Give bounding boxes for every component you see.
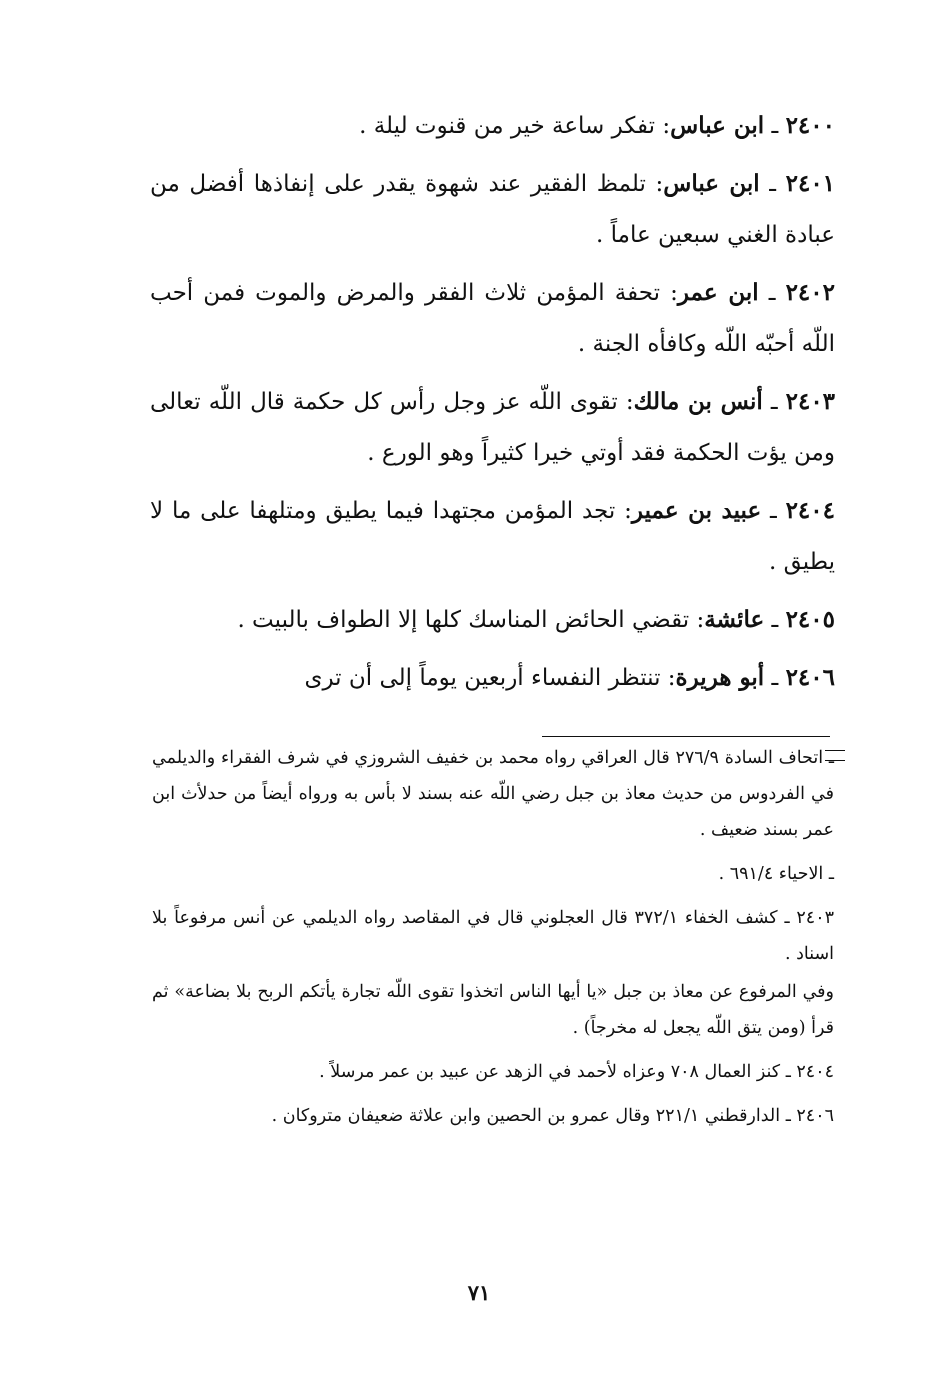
entry-text: تقوى اللّه عز وجل رأس كل حكمة قال اللّه تعالى ومن يؤت الحكمة فقد أوتي خيرا كثيراً وهو الورع . — [150, 389, 835, 466]
entry-2402: ٢٤٠٢ ـ ابن عمر: تحفة المؤمن ثلاث الفقر والمرض والموت فمن أحب اللّه أحبّه اللّه وكافأه الجنة . — [150, 279, 835, 357]
narrator-name: ابن عباس — [663, 170, 760, 197]
footnote-separator — [542, 736, 830, 737]
footnotes — [152, 740, 834, 1142]
entry-2403: ٢٤٠٣ ـ أنس بن مالك: تقوى اللّه عز وجل رأس كل حكمة قال اللّه تعالى ومن يؤت الحكمة فقد أوتي خيرا كثيراً وهو الورع . — [150, 388, 836, 466]
narrator-name: أنس بن مالك — [633, 388, 763, 415]
footnote: ٢٤٠٤ ـ كنز العمال ٧٠٨ وعزاه لأحمد في الزهد عن عبيد بن عمر مرسلاً . — [319, 1062, 834, 1082]
entry-2406: ٢٤٠٦ ـ أبو هريرة: تنتظر النفساء أربعين يوماً إلى أن ترى — [304, 664, 835, 691]
footnote: ـ الاحياء ٦٩١/٤ . — [718, 864, 834, 884]
entry-text: تنتظر النفساء أربعين يوماً إلى أن ترى — [304, 665, 661, 691]
narrator-name: ابن عمر — [677, 279, 759, 306]
entry-number: ٢٤٠٥ — [785, 606, 835, 633]
footnote: وفي المرفوع عن معاذ بن جبل «يا أيها الناس اتخذوا تقوى اللّه تجارة يأتكم الربح بلا بضاعة» ثم قرأ (ومن يتق اللّه يجعل له مخرجاً) . — [152, 982, 834, 1038]
narrator-name: ابن عباس — [670, 112, 765, 139]
entry-2400: ٢٤٠٠ ـ ابن عباس: تفكر ساعة خير من قنوت ليلة . — [359, 112, 835, 139]
main-text — [150, 100, 835, 710]
footnote: ـ اتحاف السادة ٢٧٦/٩ قال العراقي رواه محمد بن خفيف الشروزي في شرف الفقراء والديلمي في الفردوس من حديث معاذ بن جبل رضي اللّه عنه بسند لا بأس به ورواه أيضاً من حدلأث ابن عمر بسند ضعيف . — [152, 748, 834, 840]
footnote: ٢٤٠٦ ـ الدارقطني ٢٢١/١ وقال عمرو بن الحصين وابن علاثة ضعيفان متروكان . — [271, 1106, 834, 1126]
entry-2405: ٢٤٠٥ ـ عائشة: تقضي الحائض المناسك كلها إلا الطواف بالبيت . — [237, 606, 835, 633]
entry-text: تفكر ساعة خير من قنوت ليلة . — [359, 113, 656, 139]
entry-number: ٢٤٠٣ — [785, 388, 836, 415]
entry-text: تقضي الحائض المناسك كلها إلا الطواف بالبيت . — [237, 607, 690, 633]
entry-2401: ٢٤٠١ ـ ابن عباس: تلمظ الفقير عند شهوة يقدر على إنفاذها أفضل من عبادة الغني سبعين عاماً . — [150, 170, 836, 248]
entry-number: ٢٤٠٤ — [785, 497, 835, 524]
entry-number: ٢٤٠١ — [785, 170, 836, 197]
narrator-name: عائشة — [704, 606, 765, 633]
footnote: ٢٤٠٣ ـ كشف الخفاء ٣٧٢/١ قال العجلوني قال في المقاصد رواه الديلمي عن أنس مرفوعاً بلا اسناد . — [152, 908, 834, 964]
narrator-name: عبيد بن عمير — [631, 497, 762, 524]
narrator-name: أبو هريرة — [675, 664, 765, 691]
entry-number: ٢٤٠٠ — [785, 112, 835, 139]
entry-text: تلمظ الفقير عند شهوة يقدر على إنفاذها أفضل من عبادة الغني سبعين عاماً . — [150, 171, 835, 248]
page-number: ٧١ — [467, 1280, 491, 1305]
entry-2404: ٢٤٠٤ ـ عبيد بن عمير: تجد المؤمن مجتهدا فيما يطيق ومتلهفا على ما لا يطيق . — [150, 497, 835, 575]
entry-number: ٢٤٠٢ — [785, 279, 835, 306]
entry-text: تحفة المؤمن ثلاث الفقر والمرض والموت فمن أحب اللّه أحبّه اللّه وكافأه الجنة . — [150, 280, 835, 357]
entry-number: ٢٤٠٦ — [785, 664, 835, 691]
entry-text: تجد المؤمن مجتهدا فيما يطيق ومتلهفا على ما لا يطيق . — [150, 498, 835, 575]
